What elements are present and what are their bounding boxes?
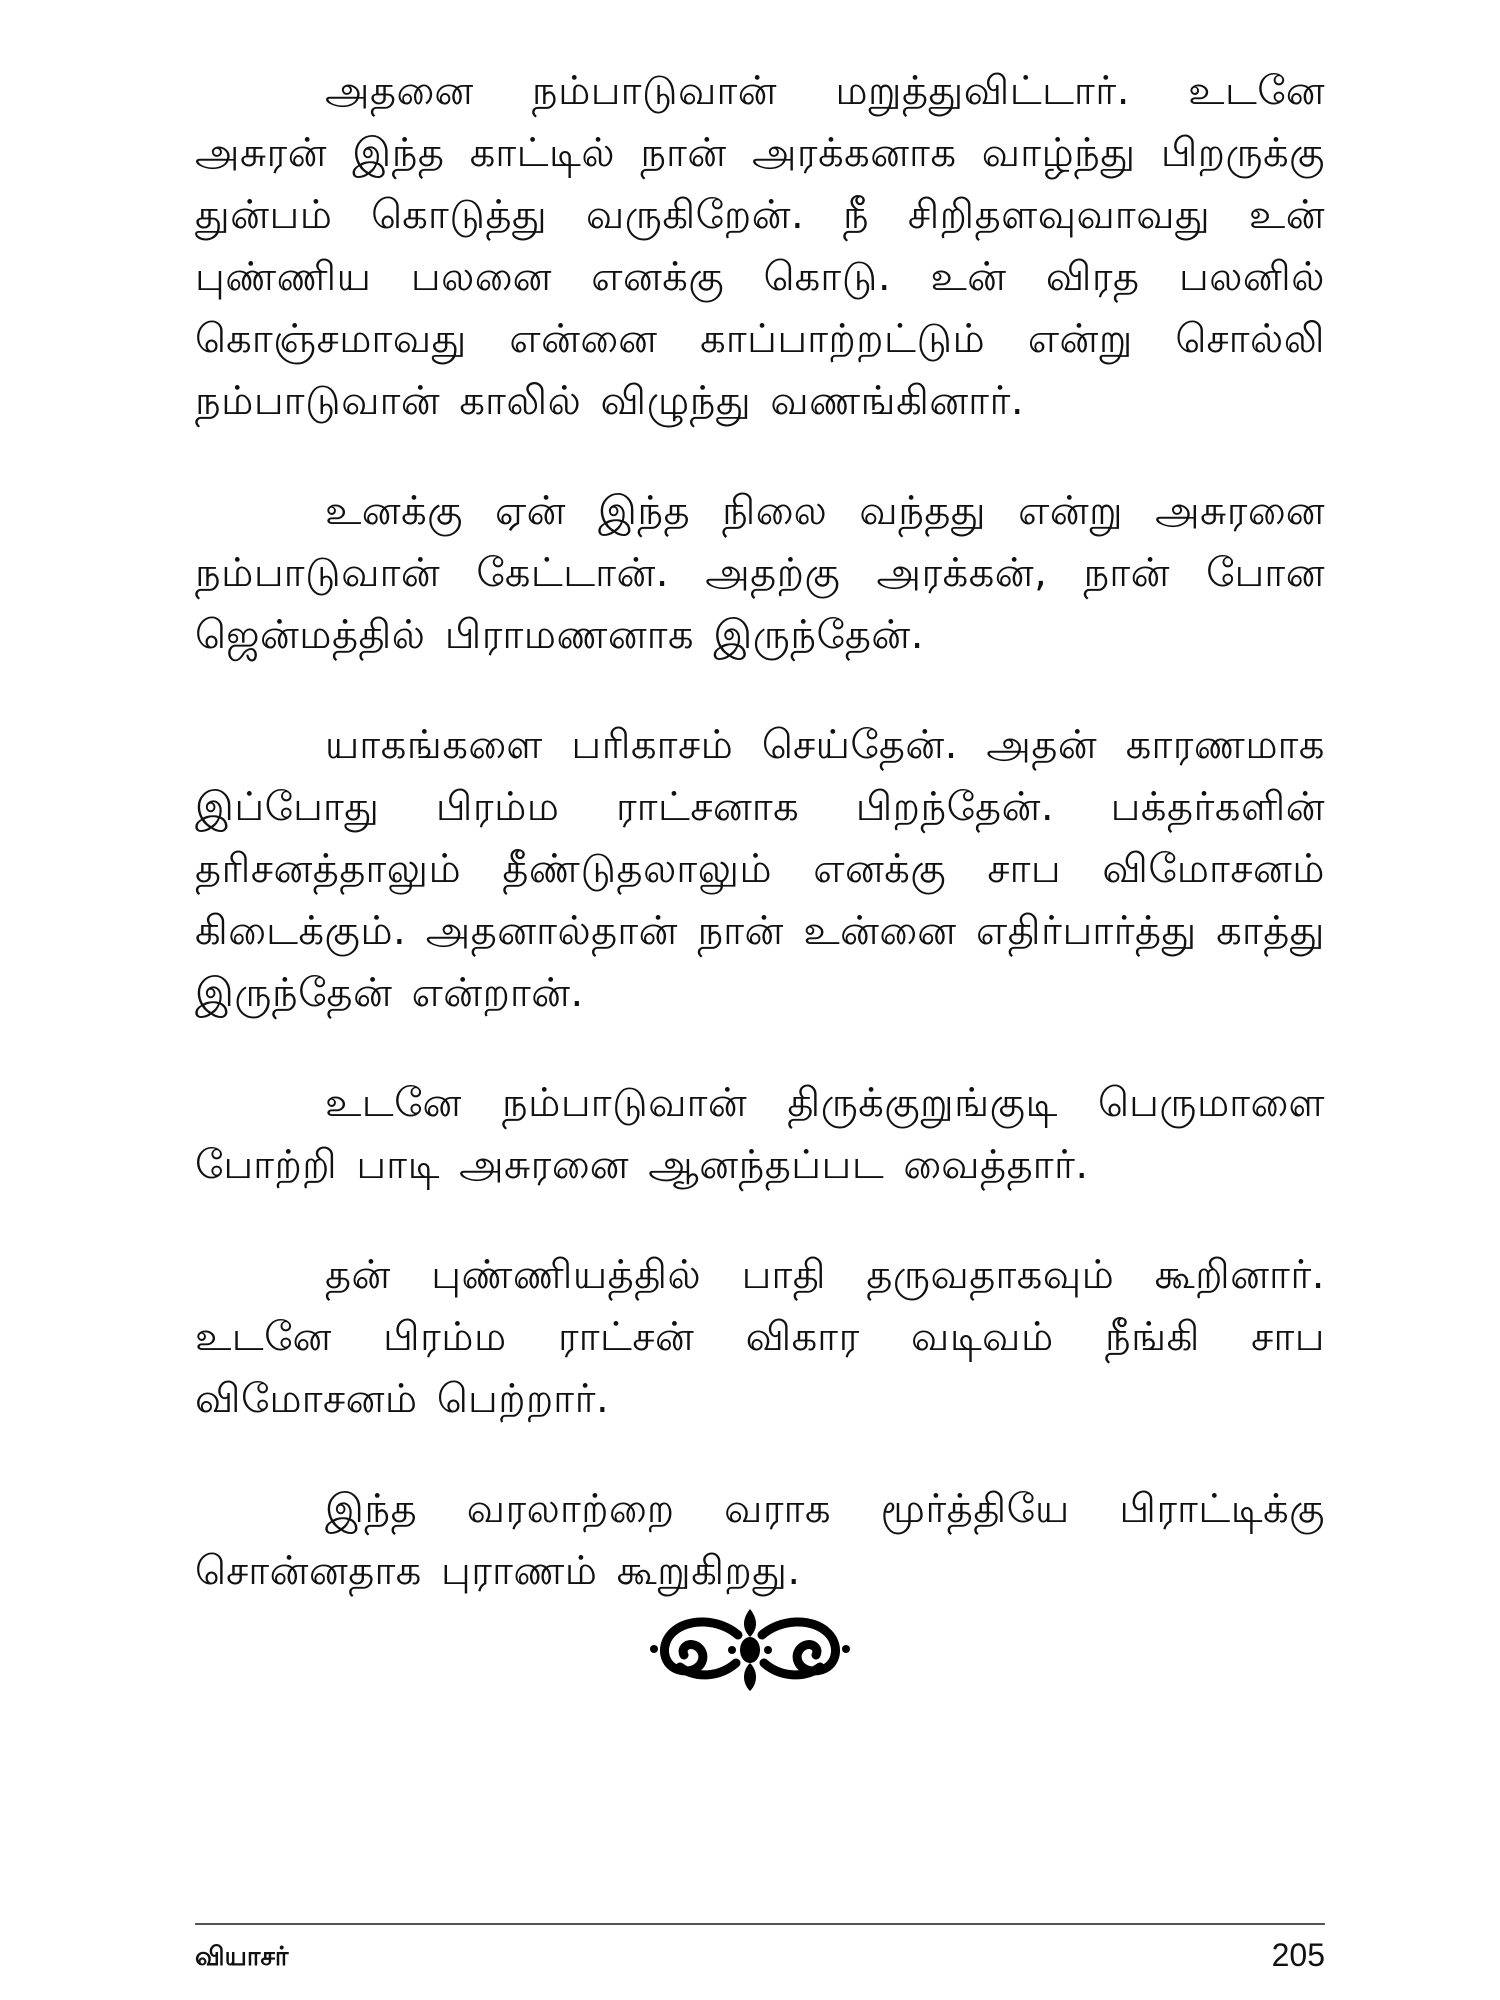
- paragraph-5: தன் புண்ணியத்தில் பாதி தருவதாகவும் கூறினார். உடனே பிரம்ம ராட்சன் விகார வடிவம் நீங்கி சாப விமோசனம் பெற்றார்.: [195, 1252, 1325, 1422]
- body-text: [195, 60, 1325, 1650]
- paragraph-1: அதனை நம்பாடுவான் மறுத்துவிட்டார். உடனே அசுரன் இந்த காட்டில் நான் அரக்கனாக வாழ்ந்து பிறருக்கு துன்பம் கொடுத்து வருகிறேன். நீ சிறிதளவுவாவது உன் புண்ணிய பலனை எனக்கு கொடு. உன் விரத பலனில் கொஞ்சமாவது என்னை காப்பாற்றட்டும் என்று சொல்லி நம்பாடுவான் காலில் விழுந்து வணங்கினார்.: [195, 68, 1325, 424]
- page-number: 205: [1271, 1937, 1325, 1973]
- footer-rule: [195, 1923, 1325, 1925]
- footer-book-title: வியாசர்: [195, 1942, 289, 1972]
- ornamental-flourish-icon: [650, 1605, 850, 1695]
- paragraph-3: யாகங்களை பரிகாசம் செய்தேன். அதன் காரணமாக இப்போது பிரம்ம ராட்சனாக பிறந்தேன். பக்தர்களின் தரிசனத்தாலும் தீண்டுதலாலும் எனக்கு சாப விமோசனம் கிடைக்கும். அதனால்தான் நான் உன்னை எதிர்பார்த்து காத்து இருந்தேன் என்றான்.: [195, 722, 1325, 1016]
- paragraph-2: உனக்கு ஏன் இந்த நிலை வந்தது என்று அசுரனை நம்பாடுவான் கேட்டான். அதற்கு அரக்கன், நான் போன ஜென்மத்தில் பிராமணனாக இருந்தேன்.: [195, 488, 1325, 658]
- paragraph-6: இந்த வரலாற்றை வராக மூர்த்தியே பிராட்டிக்கு சொன்னதாக புராணம் கூறுகிறது.: [195, 1486, 1325, 1594]
- paragraph-4: உடனே நம்பாடுவான் திருக்குறுங்குடி பெருமாளை போற்றி பாடி அசுரனை ஆனந்தப்பட வைத்தார்.: [195, 1080, 1325, 1188]
